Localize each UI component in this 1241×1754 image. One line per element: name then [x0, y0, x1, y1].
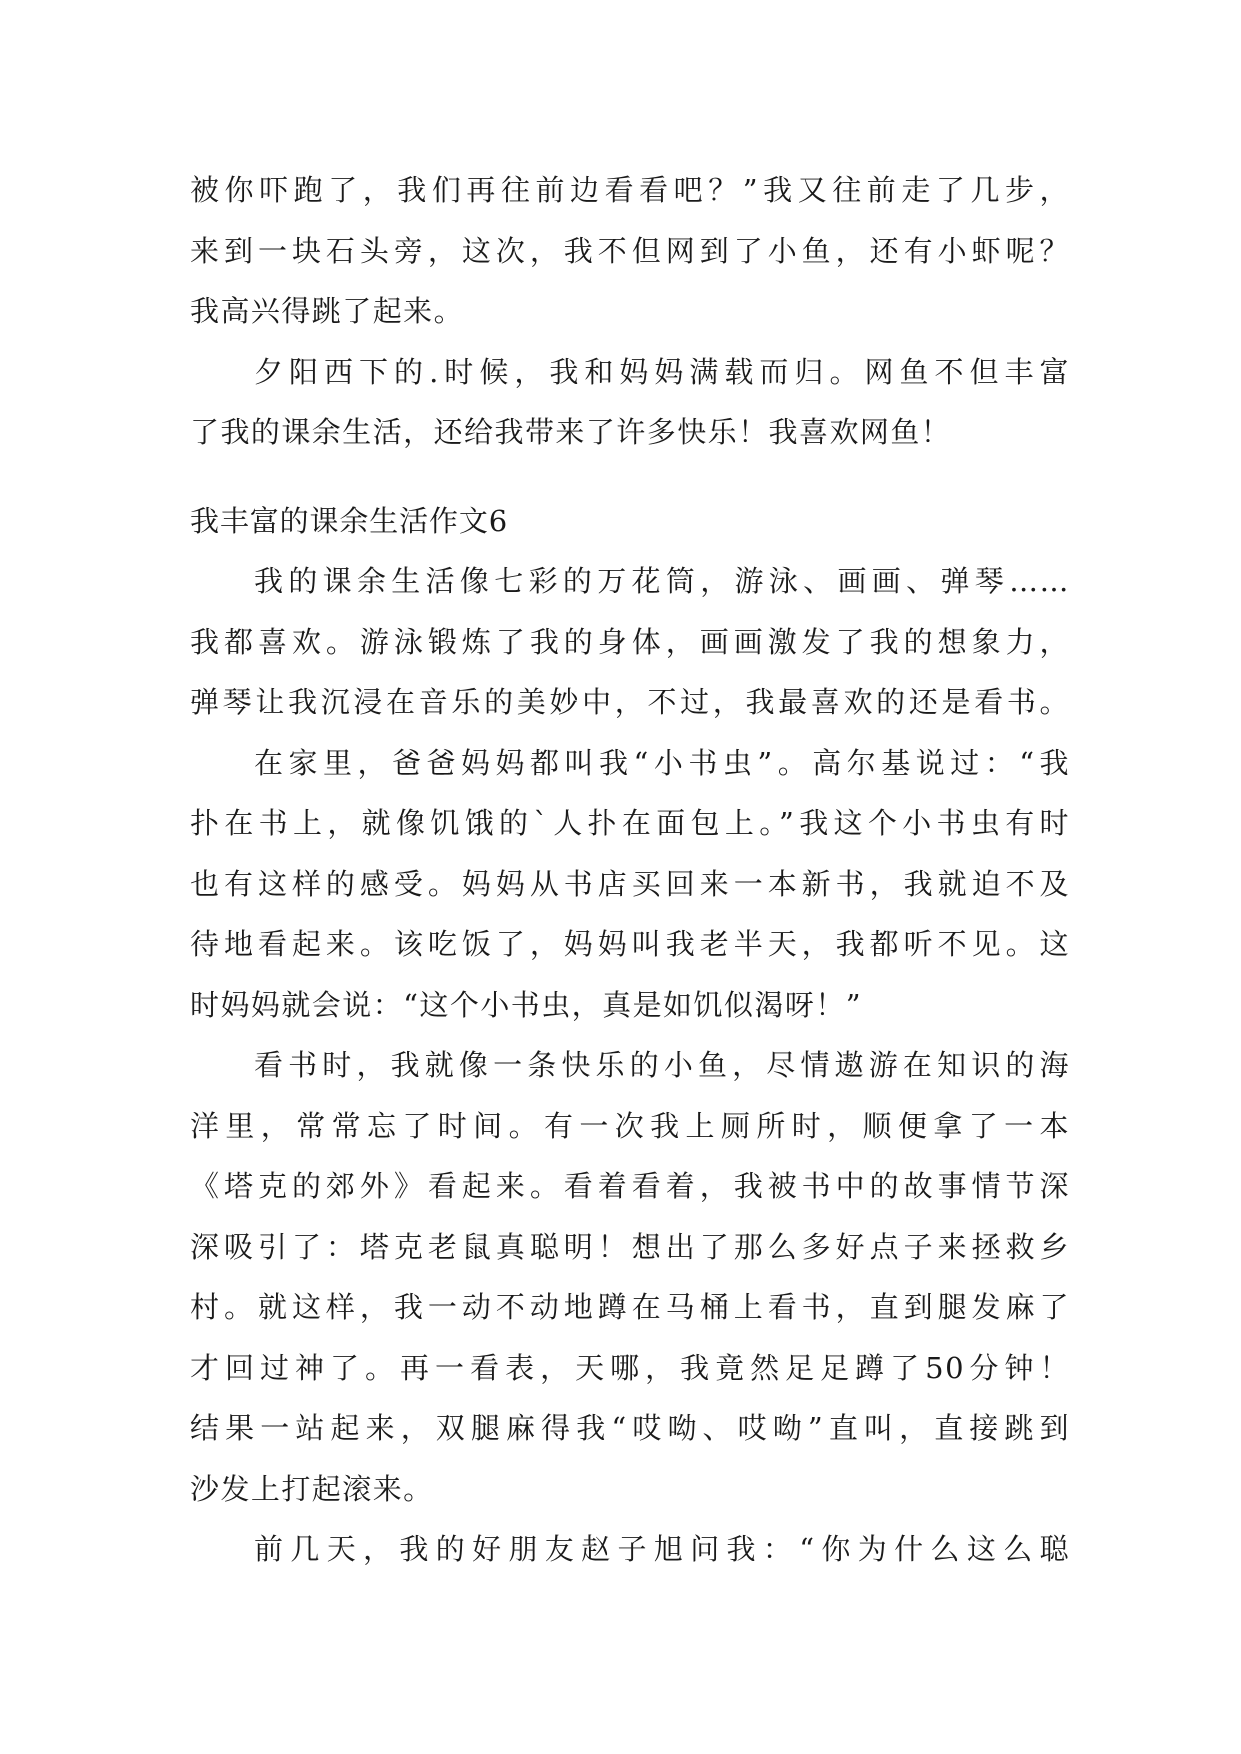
section-spacer — [190, 463, 1070, 491]
text-line: 夕阳西下的.时候，我和妈妈满载而归。网鱼不但丰富 — [254, 354, 1070, 389]
paragraph-fishing-end — [190, 160, 1070, 342]
text-line: 时妈妈就会说：“这个小书虫，真是如饥似渴呀！” — [190, 987, 863, 1022]
text-line: 我的课余生活像七彩的万花筒，游泳、画画、弹琴…… — [254, 564, 1070, 598]
text-line: 也有这样的感受。妈妈从书店买回来一本新书，我就迫不及 — [190, 866, 1070, 901]
essay-title: 我丰富的课余生活作文6 — [190, 503, 509, 538]
paragraph-friend — [190, 1519, 1070, 1580]
text-line: 待地看起来。该吃饭了，妈妈叫我老半天，我都听不见。这 — [190, 927, 1070, 961]
paragraph-reading — [190, 1035, 1070, 1519]
text-line: 看书时，我就像一条快乐的小鱼，尽情遨游在知识的海 — [254, 1048, 1070, 1082]
text-line: 《塔克的郊外》看起来。看着看着，我被书中的故事情节深 — [190, 1169, 1070, 1203]
text-line: 深吸引了：塔克老鼠真聪明！想出了那么多好点子来拯救乡 — [190, 1229, 1070, 1264]
text-line: 洋里，常常忘了时间。有一次我上厕所时，顺便拿了一本 — [190, 1108, 1070, 1143]
document-body — [190, 160, 1070, 1580]
text-line: 沙发上打起滚来。 — [190, 1471, 434, 1506]
text-line: 前几天，我的好朋友赵子旭问我：“你为什么这么聪 — [254, 1532, 1070, 1566]
text-line: 我高兴得跳了起来。 — [190, 294, 465, 328]
text-line: 在家里，爸爸妈妈都叫我“小书虫”。高尔基说过：“我 — [254, 745, 1070, 780]
paragraph-hobbies — [190, 551, 1070, 733]
text-line: 了我的课余生活，还给我带来了许多快乐！我喜欢网鱼！ — [190, 415, 952, 449]
text-line: 扑在书上，就像饥饿的`人扑在面包上。”我这个小书虫有时 — [190, 806, 1070, 840]
paragraph-sunset — [190, 342, 1070, 463]
paragraph-bookworm — [190, 733, 1070, 1036]
text-line: 被你吓跑了，我们再往前边看看吧？”我又往前走了几步， — [190, 173, 1070, 207]
text-line: 我都喜欢。游泳锻炼了我的身体，画画激发了我的想象力， — [190, 624, 1070, 659]
text-line: 来到一块石头旁，这次，我不但网到了小鱼，还有小虾呢？ — [190, 233, 1070, 268]
text-line: 弹琴让我沉浸在音乐的美妙中，不过，我最喜欢的还是看书。 — [190, 685, 1070, 719]
text-line: 才回过神了。再一看表，天哪，我竟然足足蹲了50分钟！ — [190, 1350, 1070, 1385]
text-line: 结果一站起来，双腿麻得我“哎呦、哎呦”直叫，直接跳到 — [190, 1411, 1070, 1445]
text-line: 村。就这样，我一动不动地蹲在马桶上看书，直到腿发麻了 — [190, 1290, 1070, 1324]
